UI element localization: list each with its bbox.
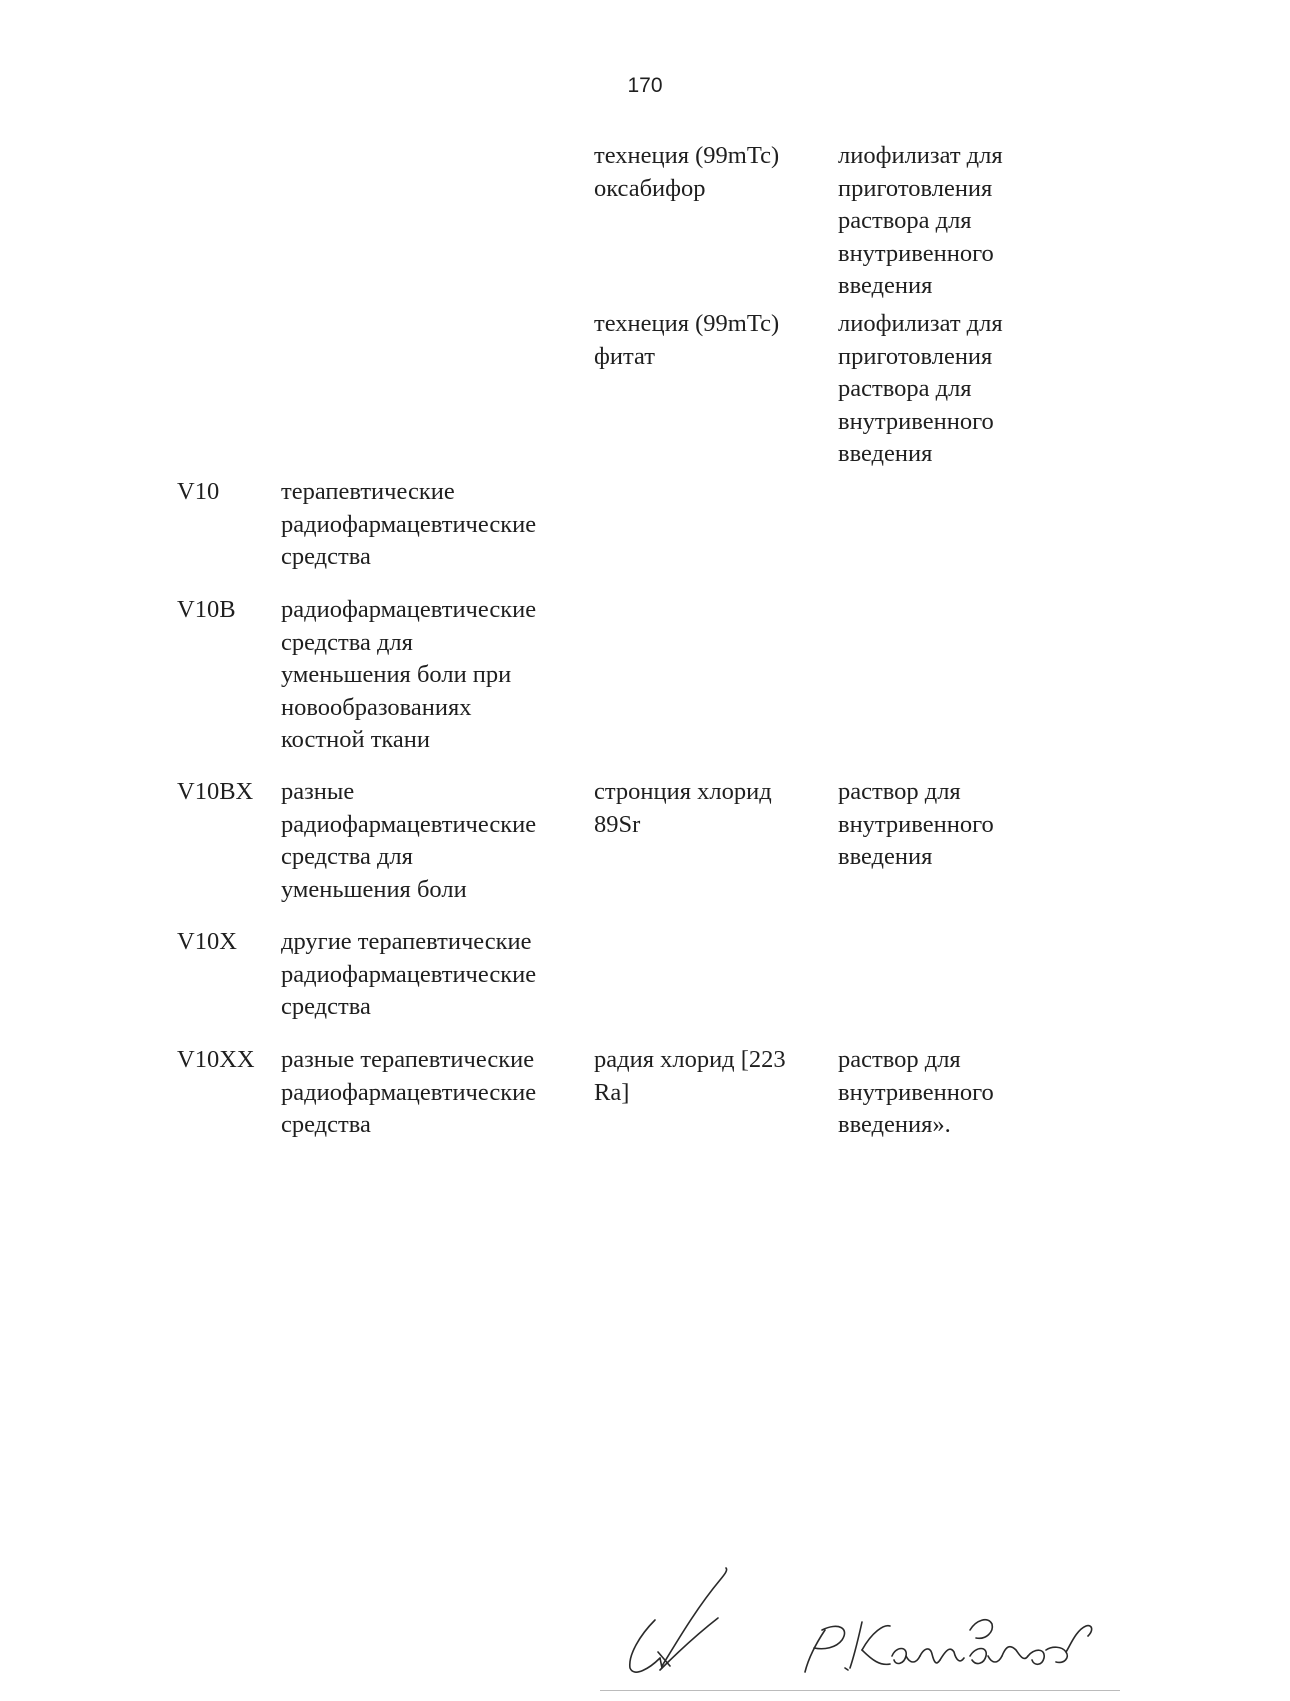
dosage-form: раствор для внутривенного введения bbox=[838, 778, 994, 871]
atc-code: V10X bbox=[177, 928, 237, 955]
group-name: радиофармацевтические средства для уменьшения боли при новообразованиях костной ткани bbox=[281, 596, 537, 754]
drug-name: технеция (99mTc) оксабифор bbox=[594, 142, 780, 202]
group-name: другие терапевтические радиофармацевтические средства bbox=[281, 928, 537, 1021]
atc-code: V10BX bbox=[177, 778, 254, 805]
group-name: разные радиофармацевтические средства для уменьшения боли bbox=[281, 778, 537, 903]
table-row bbox=[0, 776, 1200, 926]
group-name: терапевтические радиофармацевтические средства bbox=[281, 478, 537, 571]
atc-code: V10 bbox=[177, 478, 220, 505]
table-row bbox=[0, 308, 1200, 476]
table-row bbox=[0, 926, 1200, 1044]
bottom-rule bbox=[600, 1690, 1120, 1691]
drug-name: стронция хлорид 89Sr bbox=[594, 778, 772, 838]
page-number: 170 bbox=[627, 74, 663, 97]
signature-2 bbox=[805, 1620, 1092, 1672]
dosage-form: лиофилизат для приготовления раствора для внутривенного введения bbox=[838, 310, 1003, 468]
atc-code: V10XX bbox=[177, 1046, 255, 1073]
signature-2-text: Р.Калибатов bbox=[600, 1547, 683, 1564]
dosage-form: раствор для внутривенного введения». bbox=[838, 1046, 994, 1139]
drug-name: технеция (99mTc) фитат bbox=[594, 310, 780, 370]
signature-1 bbox=[630, 1568, 727, 1672]
table-row bbox=[0, 476, 1200, 594]
table-row bbox=[0, 594, 1200, 776]
signatures bbox=[600, 1547, 1160, 1680]
atc-code: V10B bbox=[177, 596, 236, 623]
table-row bbox=[0, 1044, 1200, 1154]
table-row bbox=[0, 140, 1200, 308]
drug-name: радия хлорид [223 Ra] bbox=[594, 1046, 786, 1106]
group-name: разные терапевтические радиофармацевтические средства bbox=[281, 1046, 537, 1139]
dosage-form: лиофилизат для приготовления раствора для внутривенного введения bbox=[838, 142, 1003, 300]
